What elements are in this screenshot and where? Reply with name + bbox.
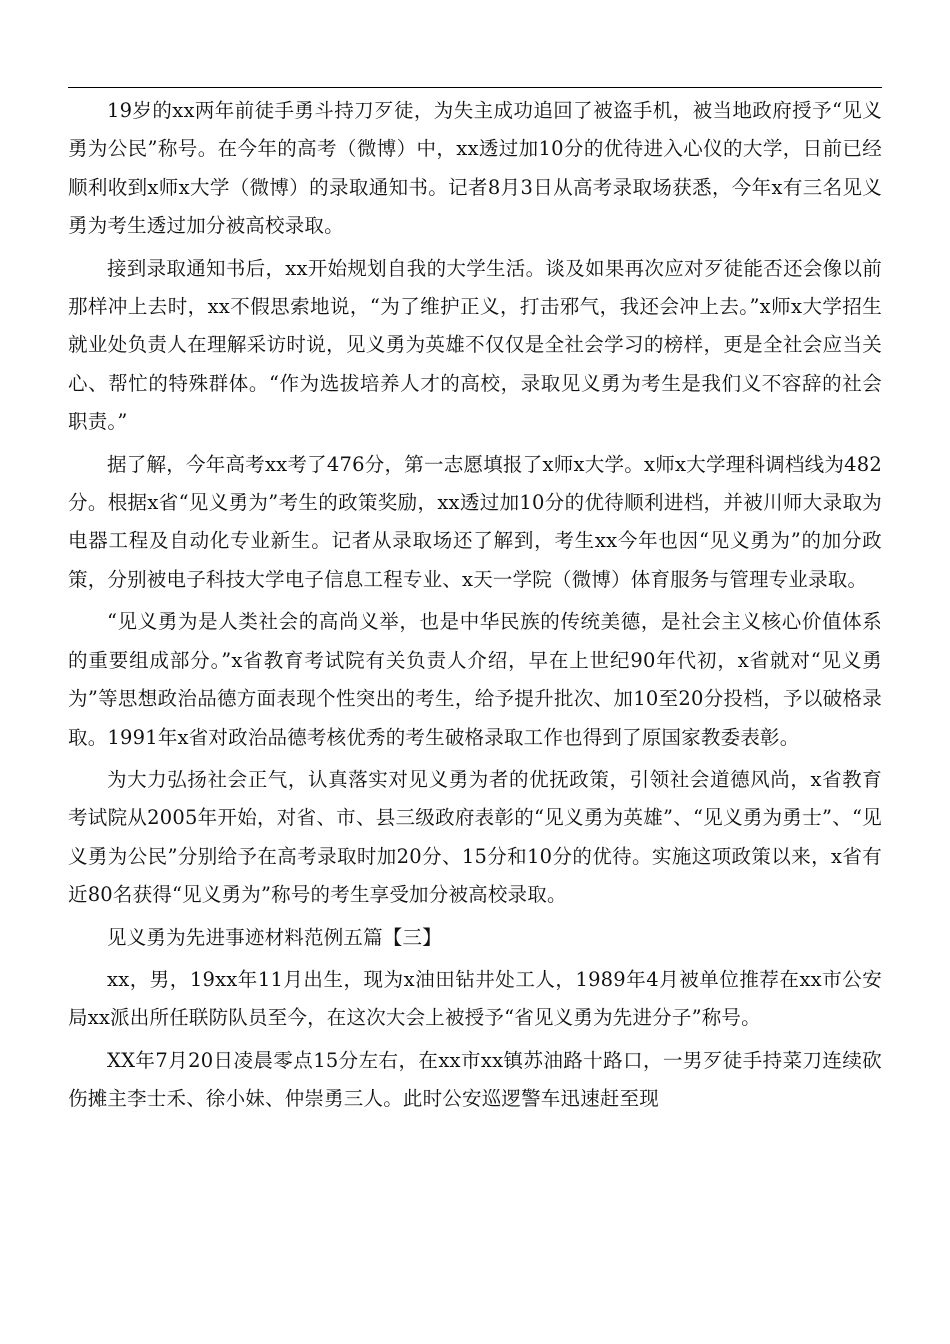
paragraph-6: xx，男，19xx年11月出生，现为x油田钻井处工人，1989年4月被单位推荐在xx市公安局xx派出所任联防队员至今，在这次大会上被授予“省见义勇为先进分子”称号。 [68,967,882,1030]
document-body [68,92,882,1123]
header-rule [68,87,882,88]
paragraph-7: XX年7月20日凌晨零点15分左右，在xx市xx镇苏油路十路口，一男歹徒手持菜刀连续砍伤摊主李士禾、徐小妹、仲崇勇三人。此时公安巡逻警车迅速赶至现 [68,1048,882,1111]
paragraph-4: “见义勇为是人类社会的高尚义举，也是中华民族的传统美德，是社会主义核心价值体系的重要组成部分。”x省教育考试院有关负责人介绍，早在上世纪90年代初，x省就对“见义勇为”等思想政治品德方面表现个性突出的考生，给予提升批次、加10至20分投档，予以破格录取。1991年x省对政治品德考核优秀的考生破格录取工作也得到了原国家教委表彰。 [68,610,882,749]
paragraph-2: 接到录取通知书后，xx开始规划自我的大学生活。谈及如果再次应对歹徒能否还会像以前那样冲上去时，xx不假思索地说，“为了维护正义，打击邪气，我还会冲上去。”x师x大学招生就业处负责人在理解采访时说，见义勇为英雄不仅仅是全社会学习的榜样，更是全社会应当关心、帮忙的特殊群体。“作为选拔培养人才的高校，录取见义勇为考生是我们义不容辞的社会职责。” [68,256,882,434]
paragraph-1: 19岁的xx两年前徒手勇斗持刀歹徒，为失主成功追回了被盗手机，被当地政府授予“见义勇为公民”称号。在今年的高考（微博）中，xx透过加10分的优待进入心仪的大学，日前已经顺利收到x师x大学（微博）的录取通知书。记者8月3日从高考录取场获悉，今年x有三名见义勇为考生透过加分被高校录取。 [68,99,882,238]
paragraph-3: 据了解，今年高考xx考了476分，第一志愿填报了x师x大学。x师x大学理科调档线为482分。根据x省“见义勇为”考生的政策奖励，xx透过加10分的优待顺利进档，并被川师大录取为电器工程及自动化专业新生。记者从录取场还了解到，考生xx今年也因“见义勇为”的加分政策，分别被电子科技大学电子信息工程专业、x天一学院（微博）体育服务与管理专业录取。 [68,452,882,591]
paragraph-5: 为大力弘扬社会正气，认真落实对见义勇为者的优抚政策，引领社会道德风尚，x省教育考试院从2005年开始，对省、市、县三级政府表彰的“见义勇为英雄”、“见义勇为勇士”、“见义勇为公民”分别给予在高考录取时加20分、15分和10分的优待。实施这项政策以来，x省有近80名获得“见义勇为”称号的考生享受加分被高校录取。 [68,767,882,907]
section-heading: 见义勇为先进事迹材料范例五篇【三】 [107,925,442,949]
